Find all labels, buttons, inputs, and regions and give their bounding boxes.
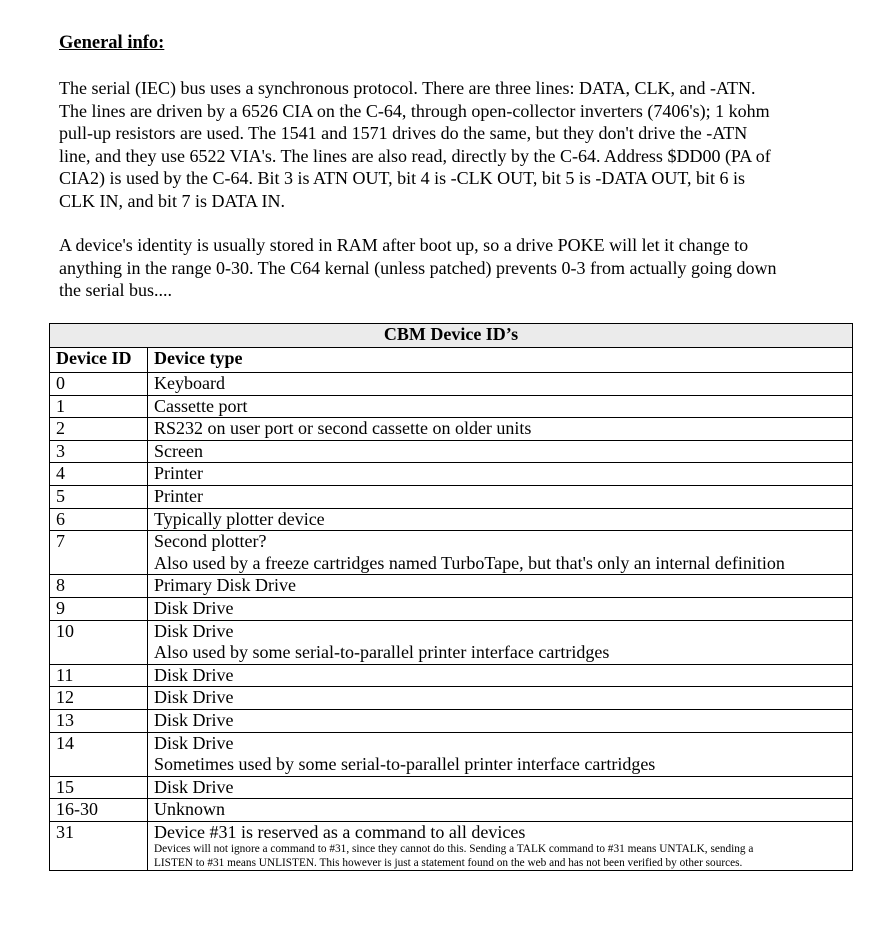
device-id-cell: 2 bbox=[50, 418, 148, 441]
table-row bbox=[50, 531, 853, 575]
device-type-text: Screen bbox=[154, 440, 203, 461]
device-id-cell: 5 bbox=[50, 485, 148, 508]
device-type-text: RS232 on user port or second cassette on older units bbox=[154, 418, 532, 439]
paragraph-line: the serial bus.... bbox=[59, 280, 172, 300]
paragraph-line: anything in the range 0-30. The C64 kernal (unless patched) prevents 0-3 from actually going down bbox=[59, 257, 777, 278]
device-id-cell: 4 bbox=[50, 463, 148, 486]
device-type-cell bbox=[148, 709, 853, 732]
device-id-cell: 31 bbox=[50, 821, 148, 871]
table-row bbox=[50, 664, 853, 687]
table-row bbox=[50, 799, 853, 822]
table-row bbox=[50, 485, 853, 508]
device-type-text: Keyboard bbox=[154, 373, 225, 393]
device-type-extra-text: Also used by a freeze cartridges named TurboTape, but that's only an internal definition bbox=[154, 552, 785, 573]
device-type-text: Disk Drive bbox=[154, 732, 234, 753]
device-type-cell bbox=[148, 821, 853, 871]
table-row bbox=[50, 732, 853, 776]
table-row bbox=[50, 575, 853, 598]
device-id-cell: 12 bbox=[50, 687, 148, 710]
table-row bbox=[50, 373, 853, 396]
device-type-text: Primary Disk Drive bbox=[154, 575, 296, 596]
paragraph-device-identity bbox=[59, 234, 859, 302]
device-type-extra-text: Sometimes used by some serial-to-parallel printer interface cartridges bbox=[154, 754, 656, 775]
device-id-cell: 8 bbox=[50, 575, 148, 598]
device-type-cell bbox=[148, 395, 853, 418]
device-type-cell bbox=[148, 687, 853, 710]
device-type-text: Disk Drive bbox=[154, 620, 234, 641]
device-id-cell: 7 bbox=[50, 531, 148, 575]
section-heading: General info: bbox=[59, 33, 165, 53]
device-id-cell: 0 bbox=[50, 373, 148, 396]
device-type-text: Printer bbox=[154, 463, 203, 484]
device-type-cell bbox=[148, 531, 853, 575]
table-row bbox=[50, 821, 853, 871]
device-id-cell: 11 bbox=[50, 664, 148, 687]
table-row bbox=[50, 395, 853, 418]
table-row bbox=[50, 687, 853, 710]
device-type-cell bbox=[148, 575, 853, 598]
device-id-cell: 9 bbox=[50, 597, 148, 620]
device-type-cell bbox=[148, 620, 853, 664]
paragraph-line: line, and they use 6522 VIA's. The lines are also read, directly by the C-64. Address $DD00 (PA of bbox=[59, 145, 771, 166]
paragraph-line: CLK IN, and bit 7 is DATA IN. bbox=[59, 190, 286, 211]
device-type-cell bbox=[148, 732, 853, 776]
device-type-text: Disk Drive bbox=[154, 664, 234, 685]
table-row bbox=[50, 709, 853, 732]
paragraph-line: The lines are driven by a 6526 CIA on the C-64, through open-collector inverters (7406's); 1 kohm bbox=[59, 100, 770, 121]
device-id-cell: 6 bbox=[50, 508, 148, 531]
table-row bbox=[50, 597, 853, 620]
device-note-line: LISTEN to #31 means UNLISTEN. This however is just a statement found on the web and has not been verified by other sources. bbox=[154, 856, 743, 869]
device-type-text: Typically plotter device bbox=[154, 508, 325, 529]
device-type-cell bbox=[148, 776, 853, 799]
device-id-cell: 15 bbox=[50, 776, 148, 799]
table-row bbox=[50, 418, 853, 441]
table-row bbox=[50, 440, 853, 463]
device-type-text: Printer bbox=[154, 485, 203, 506]
paragraph-line: CIA2) is used by the C-64. Bit 3 is ATN OUT, bit 4 is -CLK OUT, bit 5 is -DATA OUT, bit 6 is bbox=[59, 168, 746, 188]
paragraph-serial-bus bbox=[59, 77, 859, 212]
device-note-line: Devices will not ignore a command to #31, since they cannot do this. Sending a TALK command to #31 means UNTALK, sending a bbox=[154, 843, 754, 856]
column-header-device-type: Device type bbox=[148, 348, 853, 373]
paragraph-line: A device's identity is usually stored in RAM after boot up, so a drive POKE will let it change to bbox=[59, 235, 749, 255]
device-type-cell bbox=[148, 664, 853, 687]
device-id-table bbox=[49, 323, 853, 871]
device-type-text: Disk Drive bbox=[154, 709, 234, 730]
device-type-text: Disk Drive bbox=[154, 687, 234, 708]
device-id-cell: 10 bbox=[50, 620, 148, 664]
device-type-text: Unknown bbox=[154, 799, 225, 820]
device-type-text: Disk Drive bbox=[154, 776, 234, 797]
device-type-cell bbox=[148, 597, 853, 620]
device-type-cell bbox=[148, 485, 853, 508]
table-body bbox=[50, 373, 853, 871]
column-header-device-id: Device ID bbox=[50, 348, 148, 373]
device-id-cell: 14 bbox=[50, 732, 148, 776]
device-type-text: Second plotter? bbox=[154, 531, 267, 552]
table-row bbox=[50, 508, 853, 531]
device-type-text: Device #31 is reserved as a command to all devices bbox=[154, 821, 526, 842]
device-type-text: Cassette port bbox=[154, 395, 248, 416]
table-row bbox=[50, 776, 853, 799]
paragraph-line: The serial (IEC) bus uses a synchronous protocol. There are three lines: DATA, CLK, and -ATN. bbox=[59, 78, 756, 98]
device-type-cell bbox=[148, 418, 853, 441]
device-type-cell bbox=[148, 799, 853, 822]
table-title: CBM Device ID’s bbox=[50, 324, 853, 348]
table-row bbox=[50, 620, 853, 664]
device-type-cell bbox=[148, 440, 853, 463]
device-id-cell: 16-30 bbox=[50, 799, 148, 822]
device-type-extra-text: Also used by some serial-to-parallel printer interface cartridges bbox=[154, 642, 610, 663]
device-type-cell bbox=[148, 463, 853, 486]
table-row bbox=[50, 463, 853, 486]
device-id-cell: 3 bbox=[50, 440, 148, 463]
device-type-cell bbox=[148, 508, 853, 531]
device-id-cell: 13 bbox=[50, 709, 148, 732]
device-type-cell bbox=[148, 373, 853, 396]
device-type-text: Disk Drive bbox=[154, 597, 234, 618]
paragraph-line: pull-up resistors are used. The 1541 and 1571 drives do the same, but they don't drive the -ATN bbox=[59, 123, 748, 143]
device-id-cell: 1 bbox=[50, 395, 148, 418]
